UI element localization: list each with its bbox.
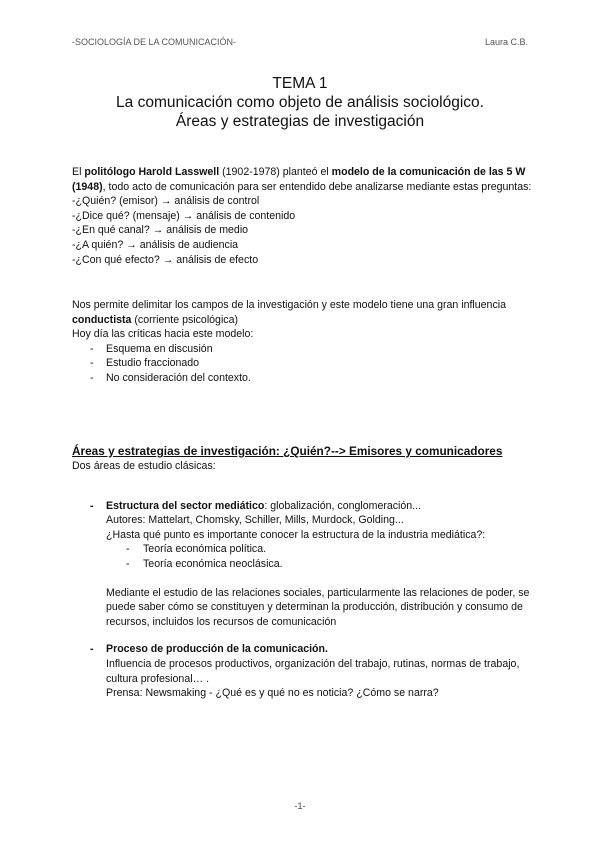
- structure-authors: Autores: Mattelart, Chomsky, Schiller, Mills, Murdock, Golding...: [106, 514, 404, 527]
- influence-section: [72, 298, 532, 386]
- question-item: -¿En qué canal? → análisis de medio: [72, 224, 249, 237]
- influence-text-2: (corriente psicológica): [131, 313, 239, 326]
- page-number: -1-: [294, 801, 306, 811]
- intro-bold-model: modelo de la comunicación de las 5 W (1948): [72, 166, 526, 193]
- document-title: [40, 74, 560, 131]
- critic-item: - Estudio fraccionado: [72, 356, 532, 371]
- question-list: [72, 194, 532, 267]
- theory-item: - Teoría económica neoclásica.: [106, 557, 532, 572]
- question-item: -¿Quién? (emisor) → análisis de control: [72, 195, 260, 208]
- areas-section: [72, 444, 532, 701]
- theories-list: [106, 542, 532, 571]
- intro-bold-lasswell: politólogo Harold Lasswell: [84, 166, 220, 178]
- production-title: Proceso de producción de la comunicación.: [106, 643, 328, 656]
- title-areas: Áreas y estrategias de investigación: [175, 113, 425, 130]
- influence-bold-conductista: conductista: [72, 313, 132, 326]
- areas-heading: Áreas y estrategias de investigación: ¿Quién?--> Emisores y comunicadores: [72, 444, 503, 458]
- critic-item: - No consideración del contexto.: [72, 371, 532, 386]
- critics-list: [72, 342, 532, 386]
- title-topic: TEMA 1: [272, 75, 328, 92]
- structure-rest: : globalización, conglomeración...: [264, 499, 422, 512]
- question-item: -¿A quién? → análisis de audiencia: [72, 238, 239, 251]
- intro-section: [72, 165, 532, 267]
- intro-paragraph: [72, 165, 532, 194]
- intro-text-1: El: [72, 166, 85, 178]
- influence-text-1: Nos permite delimitar los campos de la investigación y este modelo tiene una gran influencia: [72, 299, 506, 311]
- intro-text-3: , todo acto de comunicación para ser entendido debe analizarse mediante estas preguntas:: [102, 180, 532, 193]
- theory-item: - Teoría económica política.: [106, 542, 532, 557]
- question-item: -¿Dice qué? (mensaje) → análisis de contenido: [72, 209, 296, 222]
- intro-text-2: (1902-1978) planteó el: [219, 166, 332, 178]
- critics-intro: Hoy día las críticas hacia este modelo:: [72, 328, 254, 341]
- header-author: Laura C.B.: [484, 37, 528, 47]
- structure-title: Estructura del sector mediático: [106, 499, 265, 512]
- header-course: -SOCIOLOGÍA DE LA COMUNICACIÓN-: [72, 37, 237, 47]
- area-item-structure: [72, 499, 532, 630]
- page-header: [72, 37, 528, 51]
- structure-question: ¿Hasta qué punto es importante conocer la estructura de la industria mediática?:: [106, 528, 486, 541]
- question-item: -¿Con qué efecto? → análisis de efecto: [72, 253, 259, 266]
- production-influence: Influencia de procesos productivos, organización del trabajo, rutinas, normas de trabajo, cultura profesional… .: [106, 657, 520, 685]
- title-subject: La comunicación como objeto de análisis sociológico.: [116, 94, 484, 111]
- area-item-production: [72, 642, 532, 700]
- influence-paragraph: [72, 298, 532, 327]
- structure-paragraph: Mediante el estudio de las relaciones sociales, particularmente las relaciones de poder, se puede saber cómo se constituyen y determinan la producción, distribución y consumo de recursos, incluidos los recursos de comunicación: [106, 586, 530, 628]
- areas-intro: Dos áreas de estudio clásicas:: [72, 460, 216, 472]
- production-press: Prensa: Newsmaking - ¿Qué es y qué no es noticia? ¿Cómo se narra?: [106, 687, 439, 700]
- critic-item: - Esquema en discusión: [72, 342, 532, 357]
